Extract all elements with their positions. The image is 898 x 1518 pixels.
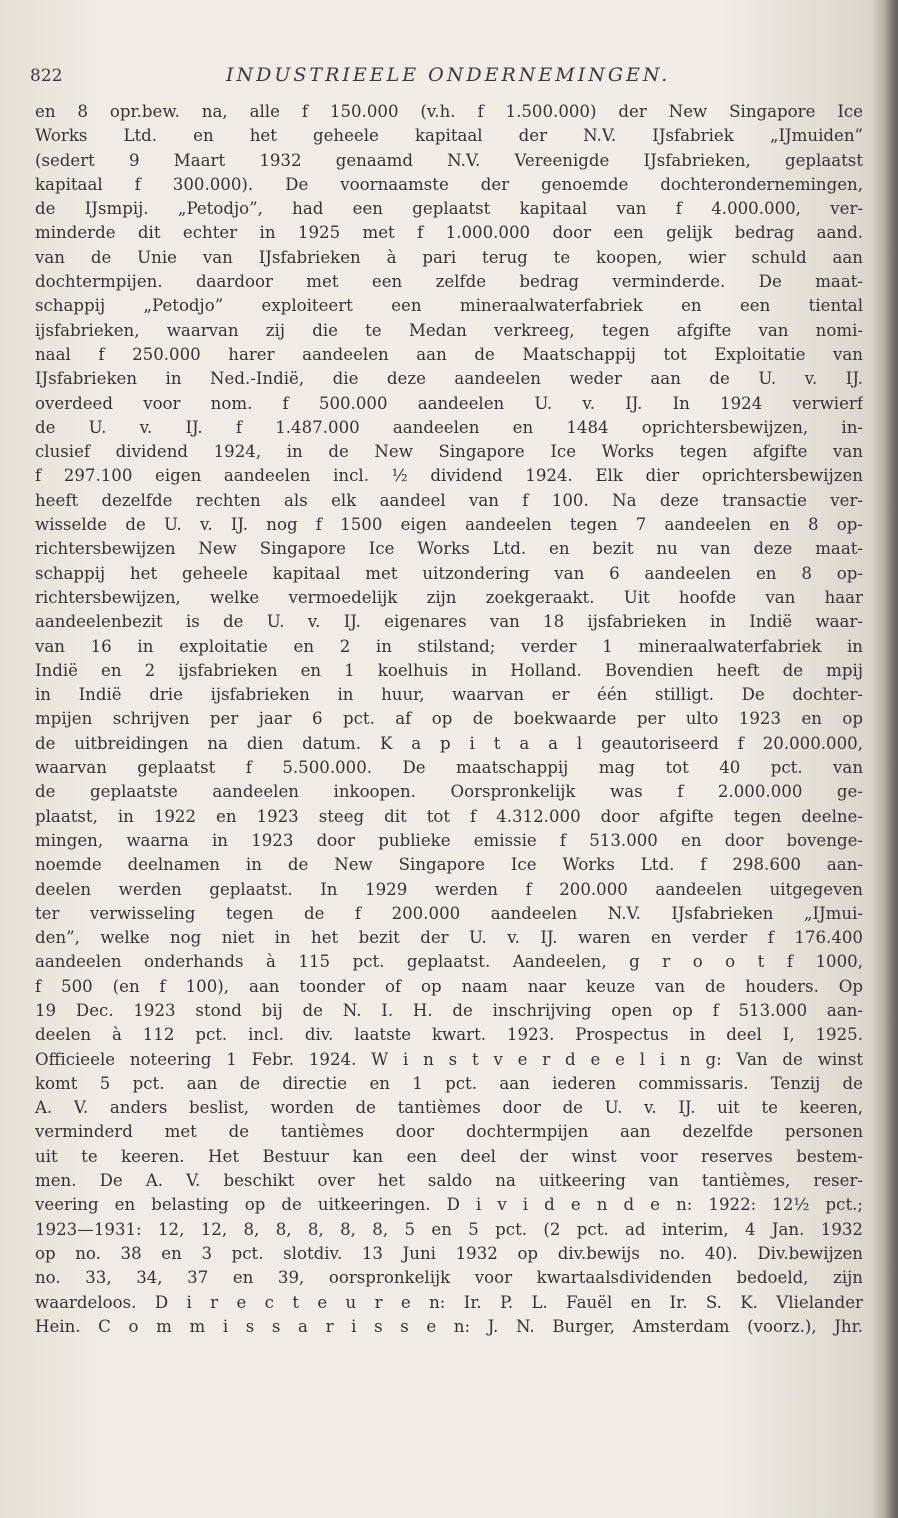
text-line: noemde deelnamen in de New Singapore Ice Works Ltd. f 298.600 aan-	[35, 855, 863, 875]
text-line: van de Unie van IJsfabrieken à pari terug te koopen, wier schuld aan	[35, 247, 863, 267]
text-line: schappij „Petodjo” exploiteert een mineraalwaterfabriek en een tiental	[35, 296, 863, 316]
text-line: no. 33, 34, 37 en 39, oorspronkelijk voor kwartaalsdividenden bedoeld, zijn	[35, 1268, 863, 1288]
text-line: deelen werden geplaatst. In 1929 werden f 200.000 aandeelen uitgegeven	[35, 879, 863, 899]
text-line: op no. 38 en 3 pct. slotdiv. 13 Juni 1932 op div.bewijs no. 40). Div.bewijzen	[35, 1243, 863, 1263]
text-line: mpijen schrijven per jaar 6 pct. af op de boekwaarde per ulto 1923 en op	[35, 709, 863, 729]
text-line: A. V. anders beslist, worden de tantièmes door de U. v. IJ. uit te keeren,	[35, 1098, 863, 1118]
body-text	[35, 100, 863, 1339]
text-line: en 8 opr.bew. na, alle f 150.000 (v.h. f 1.500.000) der New Singapore Ice	[35, 102, 863, 121]
text-line: heeft dezelfde rechten als elk aandeel van f 100. Na deze transactie ver-	[35, 490, 863, 510]
text-line: dochtermpijen. daardoor met een zelfde bedrag verminderde. De maat-	[35, 272, 863, 292]
text-line: naal f 250.000 harer aandeelen aan de Maatschappij tot Exploitatie van	[35, 344, 863, 364]
text-line: (sedert 9 Maart 1932 genaamd N.V. Vereenigde IJsfabrieken, geplaatst	[35, 150, 863, 170]
text-line: Officieele noteering 1 Febr. 1924. W i n s t v e r d e e l i n g: Van de winst	[35, 1049, 863, 1069]
text-line: f 297.100 eigen aandeelen incl. ½ dividend 1924. Elk dier oprichtersbewijzen	[35, 466, 863, 486]
text-line: 19 Dec. 1923 stond bij de N. I. H. de inschrijving open op f 513.000 aan-	[35, 1000, 863, 1020]
running-title: INDUSTRIEELE ONDERNEMINGEN.	[226, 64, 671, 86]
text-line: waarvan geplaatst f 5.500.000. De maatschappij mag tot 40 pct. van	[35, 758, 863, 778]
text-line: den”, welke nog niet in het bezit der U. v. IJ. waren en verder f 176.400	[35, 928, 863, 948]
text-line: Hein. C o m m i s s a r i s s e n: J. N. Burger, Amsterdam (voorz.), Jhr.	[35, 1316, 863, 1336]
text-line: waardeloos. D i r e c t e u r e n: Ir. P. L. Fauël en Ir. S. K. Vlielander	[35, 1292, 863, 1312]
text-line: clusief dividend 1924, in de New Singapore Ice Works tegen afgifte van	[35, 442, 863, 462]
text-line: ijsfabrieken, waarvan zij die te Medan verkreeg, tegen afgifte van nomi-	[35, 320, 863, 340]
text-line: Works Ltd. en het geheele kapitaal der N.V. IJsfabriek „IJmuiden”	[35, 126, 863, 146]
text-line: de uitbreidingen na dien datum. K a p i t a a l geautoriseerd f 20.000.000,	[35, 733, 863, 753]
text-line: overdeed voor nom. f 500.000 aandeelen U. v. IJ. In 1924 verwierf	[35, 393, 863, 413]
text-line: in Indië drie ijsfabrieken in huur, waarvan er één stilligt. De dochter-	[35, 685, 863, 705]
page-header	[30, 64, 860, 92]
text-line: van 16 in exploitatie en 2 in stilstand; verder 1 mineraalwaterfabriek in	[35, 636, 863, 656]
text-line: minderde dit echter in 1925 met f 1.000.000 door een gelijk bedrag aand.	[35, 223, 863, 243]
text-line: aandeelenbezit is de U. v. IJ. eigenares van 18 ijsfabrieken in Indië waar-	[35, 612, 863, 632]
text-line: wisselde de U. v. IJ. nog f 1500 eigen aandeelen tegen 7 aandeelen en 8 op-	[35, 515, 863, 535]
text-line: verminderd met de tantièmes door dochtermpijen aan dezelfde personen	[35, 1122, 863, 1142]
text-line: 1923—1931: 12, 12, 8, 8, 8, 8, 8, 5 en 5 pct. (2 pct. ad interim, 4 Jan. 1932	[35, 1219, 863, 1239]
text-line: de geplaatste aandeelen inkoopen. Oorspronkelijk was f 2.000.000 ge-	[35, 782, 863, 802]
text-line: ter verwisseling tegen de f 200.000 aandeelen N.V. IJsfabrieken „IJmui-	[35, 903, 863, 923]
text-line: de U. v. IJ. f 1.487.000 aandeelen en 1484 oprichtersbewijzen, in-	[35, 417, 863, 437]
text-line: aandeelen onderhands à 115 pct. geplaatst. Aandeelen, g r o o t f 1000,	[35, 952, 863, 972]
page-number: 822	[30, 66, 63, 86]
text-line: schappij het geheele kapitaal met uitzondering van 6 aandeelen en 8 op-	[35, 563, 863, 583]
text-line: komt 5 pct. aan de directie en 1 pct. aan iederen commissaris. Tenzij de	[35, 1073, 863, 1093]
text-line: mingen, waarna in 1923 door publieke emissie f 513.000 en door bovenge-	[35, 830, 863, 850]
text-line: uit te keeren. Het Bestuur kan een deel der winst voor reserves bestem-	[35, 1146, 863, 1166]
text-line: f 500 (en f 100), aan toonder of op naam naar keuze van de houders. Op	[35, 976, 863, 996]
text-line: veering en belasting op de uitkeeringen. D i v i d e n d e n: 1922: 12½ pct.;	[35, 1195, 863, 1215]
text-line: IJsfabrieken in Ned.-Indië, die deze aandeelen weder aan de U. v. IJ.	[35, 369, 863, 389]
text-line: Indië en 2 ijsfabrieken en 1 koelhuis in Holland. Bovendien heeft de mpij	[35, 660, 863, 680]
text-line: richtersbewijzen, welke vermoedelijk zijn zoekgeraakt. Uit hoofde van haar	[35, 587, 863, 607]
text-line: deelen à 112 pct. incl. div. laatste kwart. 1923. Prospectus in deel I, 1925.	[35, 1025, 863, 1045]
text-line: men. De A. V. beschikt over het saldo na uitkeering van tantièmes, reser-	[35, 1171, 863, 1191]
text-line: kapitaal f 300.000). De voornaamste der genoemde dochterondernemingen,	[35, 174, 863, 194]
page-edge-shadow	[884, 0, 898, 1518]
text-line: richtersbewijzen New Singapore Ice Works Ltd. en bezit nu van deze maat-	[35, 539, 863, 559]
text-line: plaatst, in 1922 en 1923 steeg dit tot f 4.312.000 door afgifte tegen deelne-	[35, 806, 863, 826]
text-line: de IJsmpij. „Petodjo”, had een geplaatst kapitaal van f 4.000.000, ver-	[35, 199, 863, 219]
